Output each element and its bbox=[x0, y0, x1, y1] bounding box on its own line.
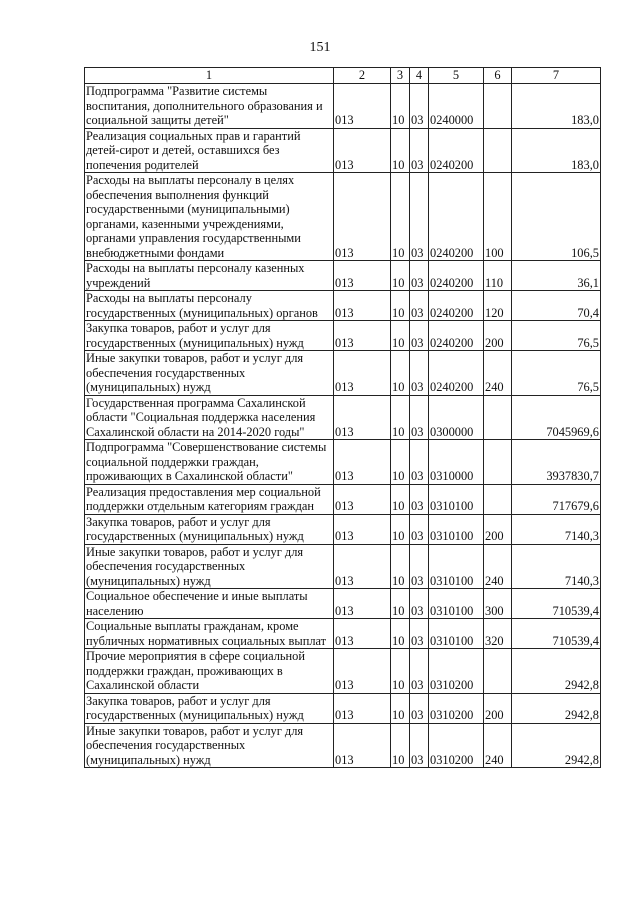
cell-name: Закупка товаров, работ и услуг для государственных (муниципальных) нужд bbox=[85, 321, 334, 351]
cell-target-code: 0310100 bbox=[429, 514, 484, 544]
cell-expense-type bbox=[484, 649, 512, 694]
cell-expense-type: 200 bbox=[484, 693, 512, 723]
cell-amount: 36,1 bbox=[512, 261, 601, 291]
cell-name: Государственная программа Сахалинской области "Социальная поддержка населения Сахалинской области на 2014-2020 годы" bbox=[85, 395, 334, 440]
cell-ministry-code: 013 bbox=[334, 693, 391, 723]
cell-section: 10 bbox=[391, 128, 410, 173]
table-row bbox=[85, 440, 601, 485]
cell-ministry-code: 013 bbox=[334, 649, 391, 694]
cell-target-code: 0240200 bbox=[429, 173, 484, 261]
cell-name: Подпрограмма "Совершенствование системы социальной поддержки граждан, проживающих в Сахалинской области" bbox=[85, 440, 334, 485]
cell-section: 10 bbox=[391, 395, 410, 440]
cell-section: 10 bbox=[391, 173, 410, 261]
cell-target-code: 0310200 bbox=[429, 723, 484, 768]
cell-amount: 183,0 bbox=[512, 128, 601, 173]
table-row bbox=[85, 693, 601, 723]
cell-target-code: 0240000 bbox=[429, 84, 484, 129]
cell-section: 10 bbox=[391, 321, 410, 351]
table-body bbox=[85, 84, 601, 768]
cell-subsection: 03 bbox=[410, 649, 429, 694]
table-row bbox=[85, 395, 601, 440]
cell-expense-type: 200 bbox=[484, 514, 512, 544]
cell-name: Иные закупки товаров, работ и услуг для обеспечения государственных (муниципальных) нужд bbox=[85, 723, 334, 768]
cell-expense-type: 240 bbox=[484, 544, 512, 589]
cell-ministry-code: 013 bbox=[334, 261, 391, 291]
cell-target-code: 0240200 bbox=[429, 128, 484, 173]
header-col-5: 5 bbox=[429, 68, 484, 84]
cell-ministry-code: 013 bbox=[334, 128, 391, 173]
cell-expense-type bbox=[484, 84, 512, 129]
cell-section: 10 bbox=[391, 619, 410, 649]
cell-expense-type bbox=[484, 128, 512, 173]
header-col-2: 2 bbox=[334, 68, 391, 84]
cell-amount: 106,5 bbox=[512, 173, 601, 261]
cell-ministry-code: 013 bbox=[334, 173, 391, 261]
cell-section: 10 bbox=[391, 723, 410, 768]
cell-section: 10 bbox=[391, 484, 410, 514]
header-col-1: 1 bbox=[85, 68, 334, 84]
cell-name: Социальные выплаты гражданам, кроме публичных нормативных социальных выплат bbox=[85, 619, 334, 649]
cell-expense-type: 240 bbox=[484, 723, 512, 768]
table-row bbox=[85, 291, 601, 321]
cell-target-code: 0310100 bbox=[429, 619, 484, 649]
cell-subsection: 03 bbox=[410, 514, 429, 544]
cell-amount: 2942,8 bbox=[512, 693, 601, 723]
header-col-6: 6 bbox=[484, 68, 512, 84]
page-number: 151 bbox=[309, 40, 331, 55]
cell-expense-type: 300 bbox=[484, 589, 512, 619]
table-row bbox=[85, 649, 601, 694]
cell-ministry-code: 013 bbox=[334, 589, 391, 619]
cell-ministry-code: 013 bbox=[334, 395, 391, 440]
cell-amount: 717679,6 bbox=[512, 484, 601, 514]
cell-expense-type bbox=[484, 484, 512, 514]
table-row bbox=[85, 261, 601, 291]
cell-subsection: 03 bbox=[410, 351, 429, 396]
cell-ministry-code: 013 bbox=[334, 440, 391, 485]
cell-ministry-code: 013 bbox=[334, 351, 391, 396]
cell-amount: 710539,4 bbox=[512, 589, 601, 619]
cell-ministry-code: 013 bbox=[334, 514, 391, 544]
cell-ministry-code: 013 bbox=[334, 321, 391, 351]
table-row bbox=[85, 619, 601, 649]
cell-subsection: 03 bbox=[410, 544, 429, 589]
cell-section: 10 bbox=[391, 514, 410, 544]
header-col-7: 7 bbox=[512, 68, 601, 84]
cell-name: Закупка товаров, работ и услуг для государственных (муниципальных) нужд bbox=[85, 693, 334, 723]
cell-ministry-code: 013 bbox=[334, 484, 391, 514]
cell-name: Расходы на выплаты персоналу казенных учреждений bbox=[85, 261, 334, 291]
cell-subsection: 03 bbox=[410, 693, 429, 723]
cell-subsection: 03 bbox=[410, 619, 429, 649]
cell-subsection: 03 bbox=[410, 440, 429, 485]
cell-amount: 70,4 bbox=[512, 291, 601, 321]
cell-amount: 76,5 bbox=[512, 321, 601, 351]
cell-expense-type: 120 bbox=[484, 291, 512, 321]
cell-target-code: 0240200 bbox=[429, 291, 484, 321]
cell-amount: 7045969,6 bbox=[512, 395, 601, 440]
cell-target-code: 0240200 bbox=[429, 351, 484, 396]
cell-subsection: 03 bbox=[410, 291, 429, 321]
cell-section: 10 bbox=[391, 291, 410, 321]
table-row bbox=[85, 484, 601, 514]
cell-name: Подпрограмма "Развитие системы воспитания, дополнительного образования и социальной защиты детей" bbox=[85, 84, 334, 129]
cell-target-code: 0310100 bbox=[429, 589, 484, 619]
cell-ministry-code: 013 bbox=[334, 84, 391, 129]
cell-amount: 2942,8 bbox=[512, 649, 601, 694]
cell-section: 10 bbox=[391, 84, 410, 129]
cell-target-code: 0310100 bbox=[429, 544, 484, 589]
cell-subsection: 03 bbox=[410, 321, 429, 351]
cell-name: Расходы на выплаты персоналу в целях обеспечения выполнения функций государственными (муниципальными) органами, казенными учреждениями, органами управления государственными внебюджетными фондами bbox=[85, 173, 334, 261]
cell-amount: 183,0 bbox=[512, 84, 601, 129]
cell-expense-type: 320 bbox=[484, 619, 512, 649]
cell-ministry-code: 013 bbox=[334, 291, 391, 321]
budget-table bbox=[84, 67, 601, 768]
cell-subsection: 03 bbox=[410, 128, 429, 173]
cell-target-code: 0310200 bbox=[429, 693, 484, 723]
cell-section: 10 bbox=[391, 440, 410, 485]
cell-section: 10 bbox=[391, 351, 410, 396]
cell-expense-type bbox=[484, 395, 512, 440]
cell-amount: 3937830,7 bbox=[512, 440, 601, 485]
header-col-3: 3 bbox=[391, 68, 410, 84]
header-col-4: 4 bbox=[410, 68, 429, 84]
cell-amount: 76,5 bbox=[512, 351, 601, 396]
cell-target-code: 0300000 bbox=[429, 395, 484, 440]
cell-amount: 7140,3 bbox=[512, 514, 601, 544]
table-row bbox=[85, 723, 601, 768]
cell-section: 10 bbox=[391, 261, 410, 291]
cell-expense-type bbox=[484, 440, 512, 485]
cell-target-code: 0240200 bbox=[429, 261, 484, 291]
cell-expense-type: 200 bbox=[484, 321, 512, 351]
cell-amount: 7140,3 bbox=[512, 544, 601, 589]
cell-amount: 710539,4 bbox=[512, 619, 601, 649]
cell-subsection: 03 bbox=[410, 173, 429, 261]
table-row bbox=[85, 514, 601, 544]
cell-target-code: 0310200 bbox=[429, 649, 484, 694]
cell-target-code: 0240200 bbox=[429, 321, 484, 351]
cell-subsection: 03 bbox=[410, 589, 429, 619]
cell-section: 10 bbox=[391, 649, 410, 694]
cell-expense-type: 110 bbox=[484, 261, 512, 291]
cell-ministry-code: 013 bbox=[334, 544, 391, 589]
cell-expense-type: 240 bbox=[484, 351, 512, 396]
cell-ministry-code: 013 bbox=[334, 619, 391, 649]
cell-target-code: 0310100 bbox=[429, 484, 484, 514]
cell-section: 10 bbox=[391, 544, 410, 589]
table-row bbox=[85, 128, 601, 173]
table-row bbox=[85, 321, 601, 351]
cell-target-code: 0310000 bbox=[429, 440, 484, 485]
cell-subsection: 03 bbox=[410, 261, 429, 291]
cell-name: Иные закупки товаров, работ и услуг для обеспечения государственных (муниципальных) нужд bbox=[85, 544, 334, 589]
cell-section: 10 bbox=[391, 589, 410, 619]
cell-name: Закупка товаров, работ и услуг для государственных (муниципальных) нужд bbox=[85, 514, 334, 544]
cell-ministry-code: 013 bbox=[334, 723, 391, 768]
table-row bbox=[85, 351, 601, 396]
cell-name: Реализация предоставления мер социальной поддержки отдельным категориям граждан bbox=[85, 484, 334, 514]
cell-name: Реализация социальных прав и гарантий детей-сирот и детей, оставшихся без попечения родителей bbox=[85, 128, 334, 173]
cell-section: 10 bbox=[391, 693, 410, 723]
table-row bbox=[85, 589, 601, 619]
cell-subsection: 03 bbox=[410, 723, 429, 768]
table-row bbox=[85, 84, 601, 129]
cell-amount: 2942,8 bbox=[512, 723, 601, 768]
cell-expense-type: 100 bbox=[484, 173, 512, 261]
cell-name: Социальное обеспечение и иные выплаты населению bbox=[85, 589, 334, 619]
table-row bbox=[85, 173, 601, 261]
cell-name: Прочие мероприятия в сфере социальной поддержки граждан, проживающих в Сахалинской области bbox=[85, 649, 334, 694]
cell-name: Расходы на выплаты персоналу государственных (муниципальных) органов bbox=[85, 291, 334, 321]
cell-subsection: 03 bbox=[410, 395, 429, 440]
cell-subsection: 03 bbox=[410, 484, 429, 514]
cell-name: Иные закупки товаров, работ и услуг для обеспечения государственных (муниципальных) нужд bbox=[85, 351, 334, 396]
table-row bbox=[85, 544, 601, 589]
cell-subsection: 03 bbox=[410, 84, 429, 129]
table-header-row bbox=[85, 68, 601, 84]
